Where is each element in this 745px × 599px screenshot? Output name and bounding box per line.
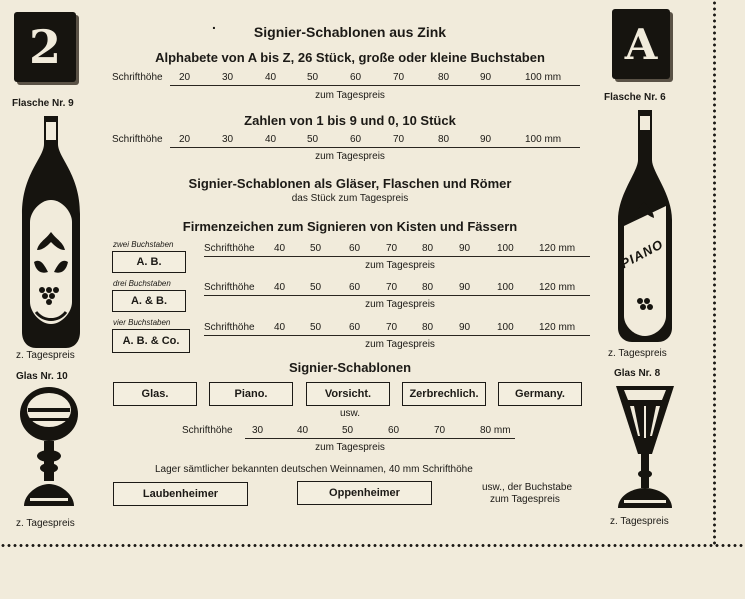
numbers-size: 50: [307, 134, 319, 145]
numbers-size-row: [112, 134, 582, 147]
alphabet-size: 60: [350, 72, 362, 83]
company-stencil-box: A. B.: [112, 251, 186, 273]
signier-size: 30: [252, 425, 264, 436]
company-size: 80: [422, 243, 434, 254]
company-size-row: [204, 282, 594, 295]
company-size: 100: [497, 282, 514, 293]
company-size: 40: [274, 322, 286, 333]
company-size: 50: [310, 243, 322, 254]
numbers-price: zum Tagespreis: [315, 151, 385, 162]
company-size: 70: [386, 282, 398, 293]
glasses-title: Signier-Schablonen als Gläser, Flaschen und Römer: [188, 176, 512, 191]
company-stencil-box: A. & B.: [112, 290, 186, 312]
company-size-label: Schrifthöhe: [204, 322, 255, 333]
numbers-size-label: Schrifthöhe: [112, 134, 163, 145]
left-bottle-price: z. Tagespreis: [16, 350, 75, 361]
company-size: 70: [386, 243, 398, 254]
page-title: Signier-Schablonen aus Zink: [253, 24, 447, 40]
stencil-number-2-icon: [14, 12, 76, 82]
signier-title: Signier-Schablonen: [288, 360, 412, 375]
company-price: zum Tagespreis: [365, 299, 435, 310]
numbers-size: 90: [480, 134, 492, 145]
stencil-letter-a-icon: [612, 9, 670, 79]
stencil-letter-a-glyph: A: [624, 19, 658, 69]
company-size: 40: [274, 282, 286, 293]
glasses-subtitle: das Stück zum Tagespreis: [291, 193, 409, 204]
signier-size: 60: [388, 425, 400, 436]
company-rule: [204, 295, 590, 296]
company-size: 50: [310, 322, 322, 333]
company-size-label: Schrifthöhe: [204, 282, 255, 293]
signier-size: 80 mm: [480, 425, 511, 436]
signier-size: 50: [342, 425, 354, 436]
signier-size-row: [182, 425, 522, 438]
alphabet-rule: [170, 85, 580, 86]
stencil-number-2-glyph: 2: [28, 20, 61, 74]
alphabet-size: 80: [438, 72, 450, 83]
signier-size-label: Schrifthöhe: [182, 425, 233, 436]
right-bottle-label: Flasche Nr. 6: [604, 92, 666, 103]
company-rule: [204, 335, 590, 336]
signier-size: 40: [297, 425, 309, 436]
signier-usw: usw.: [339, 408, 360, 419]
alphabet-size: 70: [393, 72, 405, 83]
company-price: zum Tagespreis: [365, 339, 435, 350]
wine-text: Lager sämtlicher bekannten deutschen Weinnamen, 40 mm Schrifthöhe: [155, 464, 473, 475]
company-row-caption: vier Buchstaben: [113, 318, 171, 327]
numbers-size: 20: [179, 134, 191, 145]
signier-word-box: Piano.: [209, 382, 293, 406]
right-glass-price: z. Tagespreis: [610, 516, 669, 527]
company-size: 100: [497, 243, 514, 254]
alphabet-price: zum Tagespreis: [315, 90, 385, 101]
company-row-caption: drei Buchstaben: [113, 279, 171, 288]
company-size: 120 mm: [539, 243, 576, 254]
right-glass-label: Glas Nr. 8: [614, 368, 661, 379]
numbers-size: 40: [265, 134, 277, 145]
wine-note-line1: usw., der Buchstabe: [482, 482, 573, 493]
left-glass-price: z. Tagespreis: [16, 518, 75, 529]
company-size: 40: [274, 243, 286, 254]
company-size-label: Schrifthöhe: [204, 243, 255, 254]
company-size-row: [204, 243, 594, 256]
signier-rule: [245, 438, 515, 439]
bottom-dotted-border: [0, 543, 745, 548]
signier-size: 70: [434, 425, 446, 436]
company-row-caption: zwei Buchstaben: [113, 240, 174, 249]
signier-word-box: Glas.: [113, 382, 197, 406]
alphabet-size: 50: [307, 72, 319, 83]
wine-bottle-6-icon: [610, 106, 680, 346]
numbers-size: 80: [438, 134, 450, 145]
round-glass-10-icon: [18, 386, 80, 516]
alphabet-size: 40: [265, 72, 277, 83]
signier-price: zum Tagespreis: [315, 442, 385, 453]
numbers-size: 30: [222, 134, 234, 145]
alphabet-size: 100 mm: [525, 72, 562, 83]
company-size: 120 mm: [539, 322, 576, 333]
company-size: 50: [310, 282, 322, 293]
company-size: 100: [497, 322, 514, 333]
wine-bottle-9-icon: [16, 112, 86, 352]
alphabet-size-label: Schrifthöhe: [112, 72, 163, 83]
company-size: 80: [422, 322, 434, 333]
company-title: Firmenzeichen zum Signieren von Kisten und Fässern: [182, 219, 518, 234]
right-dotted-border: [712, 0, 717, 546]
company-size-row: [204, 322, 594, 335]
alphabet-size: 90: [480, 72, 492, 83]
company-stencil-box: A. B. & Co.: [112, 329, 190, 353]
company-size: 90: [459, 243, 471, 254]
company-size: 90: [459, 322, 471, 333]
alphabet-size-row: [112, 72, 582, 85]
signier-word-box: Vorsicht.: [306, 382, 390, 406]
signier-word-box: Germany.: [498, 382, 582, 406]
alphabet-size: 30: [222, 72, 234, 83]
numbers-rule: [170, 147, 580, 148]
heading-marker: .: [212, 16, 216, 32]
company-size: 70: [386, 322, 398, 333]
company-size: 60: [349, 282, 361, 293]
company-size: 60: [349, 243, 361, 254]
numbers-size: 60: [350, 134, 362, 145]
left-glass-label: Glas Nr. 10: [16, 371, 68, 382]
right-bottle-price: z. Tagespreis: [608, 348, 667, 359]
company-size: 80: [422, 282, 434, 293]
left-bottle-label: Flasche Nr. 9: [12, 98, 74, 109]
company-size: 60: [349, 322, 361, 333]
tall-glass-8-icon: [614, 382, 676, 514]
company-size: 120 mm: [539, 282, 576, 293]
company-size: 90: [459, 282, 471, 293]
wine-name-box: Oppenheimer: [297, 481, 432, 505]
alphabet-size: 20: [179, 72, 191, 83]
signier-word-box: Zerbrechlich.: [402, 382, 486, 406]
wine-name-box: Laubenheimer: [113, 482, 248, 506]
numbers-title: Zahlen von 1 bis 9 und 0, 10 Stück: [244, 113, 456, 128]
numbers-size: 70: [393, 134, 405, 145]
company-price: zum Tagespreis: [365, 260, 435, 271]
bottle-piano-text: PIANO: [618, 236, 666, 272]
numbers-size: 100 mm: [525, 134, 562, 145]
wine-note-line2: zum Tagespreis: [490, 494, 560, 505]
alphabet-title: Alphabete von A bis Z, 26 Stück, große oder kleine Buchstaben: [155, 50, 545, 65]
company-rule: [204, 256, 590, 257]
